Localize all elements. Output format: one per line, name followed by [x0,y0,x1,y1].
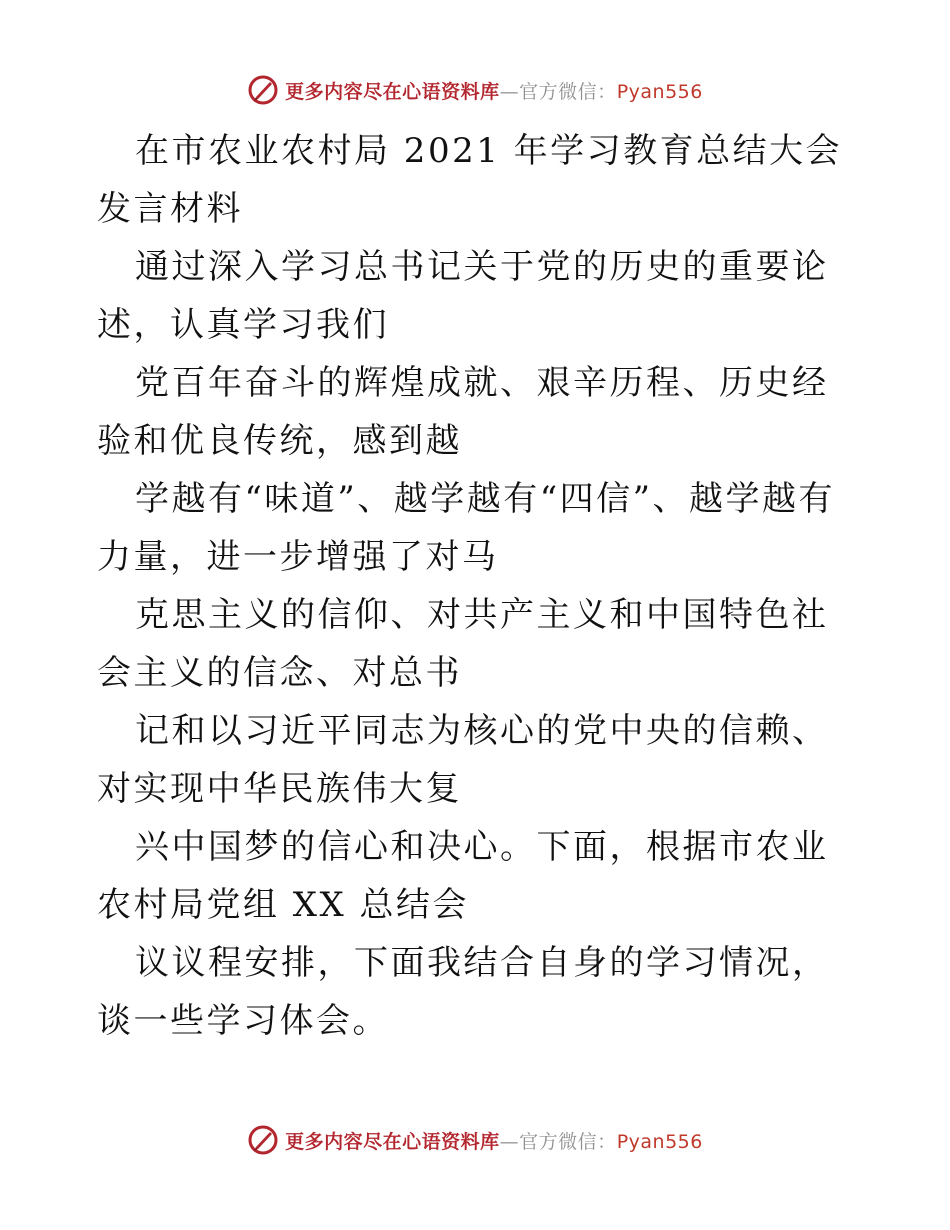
watermark-separator: — [499,80,520,103]
watermark-text [285,77,703,104]
body-paragraph: 学越有“味道”、越学越有“四信”、越学越有力量，进一步增强了对马 [97,479,836,577]
body-paragraph: 记和以习近平同志为核心的党中央的信赖、对实现中华民族伟大复 [97,711,829,809]
watermark-main-text: 更多内容尽在心语资料库 [285,80,500,103]
quill-pen-logo-icon [247,1124,279,1156]
document-title-paragraph: 在市农业农村局 2021 年学习教育总结大会发言材料 [97,131,843,229]
watermark-main-text: 更多内容尽在心语资料库 [285,1130,500,1153]
body-paragraph: 通过深入学习总书记关于党的历史的重要论述，认真学习我们 [97,247,829,345]
body-paragraph: 议议程安排，下面我结合自身的学习情况，谈一些学习体会。 [97,943,829,1041]
quill-pen-logo-icon [247,74,279,106]
watermark-separator: — [499,1130,520,1153]
watermark-contact-id: Pyan556 [616,1130,703,1153]
body-paragraph: 克思主义的信仰、对共产主义和中国特色社会主义的信念、对总书 [97,595,829,693]
footer-watermark-banner [0,1122,950,1158]
watermark-contact-label: 官方微信： [519,80,617,103]
watermark-contact-id: Pyan556 [616,80,703,103]
watermark-contact-label: 官方微信： [519,1130,617,1153]
body-paragraph: 兴中国梦的信心和决心。下面，根据市农业农村局党组 XX 总结会 [97,827,829,925]
document-body [97,122,857,1050]
body-paragraph: 党百年奋斗的辉煌成就、艰辛历程、历史经验和优良传统，感到越 [97,363,829,461]
watermark-text [285,1127,703,1154]
header-watermark-banner [0,72,950,108]
